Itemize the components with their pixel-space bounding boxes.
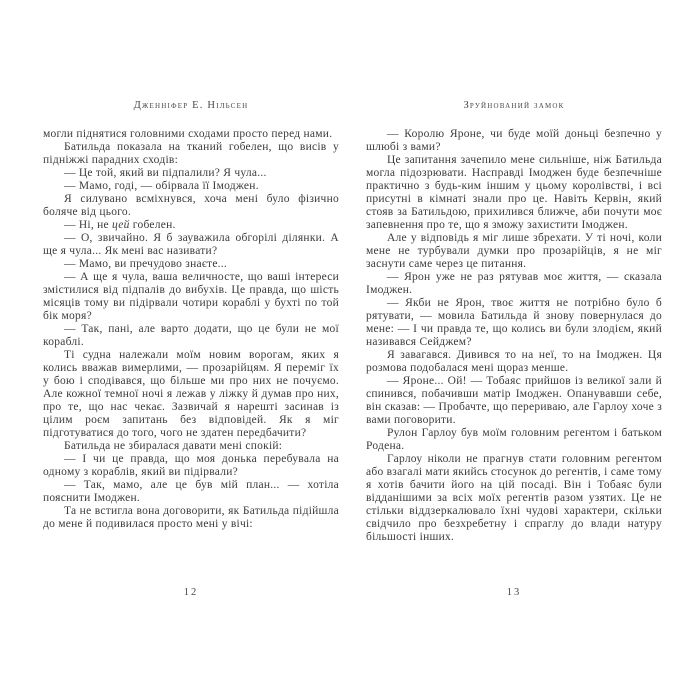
right-page xyxy=(366,100,662,598)
paragraph: — Ні, не цей гобелен. xyxy=(64,219,176,231)
paragraph: Батильда не збиралася давати мені спокій: xyxy=(64,440,283,452)
paragraph: Та не встигла вона договорити, як Батильда підійшла до мене й подивилася просто мені у вічі: xyxy=(43,505,339,530)
left-page-running-header: Дженніфер Е. Нільсен xyxy=(133,100,249,111)
right-page-text-body xyxy=(366,128,662,544)
left-page xyxy=(43,100,339,598)
left-page-number: 12 xyxy=(183,587,199,598)
paragraph: Я завагався. Дивився то на неї, то на Імоджен. Ця розмова подобалася мені щораз менше. xyxy=(366,349,662,374)
paragraph: — Мамо, годі, — обірвала її Імоджен. xyxy=(64,180,259,192)
paragraph: — Яроне... Ой! — Тобаяс прийшов із великої зали й спинився, побачивши матір Імоджен. Опанувавши себе, він сказав: — Пробачте, що перериваю, але Гарлоу хоче з вами поговорити. xyxy=(366,375,662,426)
paragraph: Це запитання зачепило мене сильніше, ніж Батильда могла підозрювати. Насправді Імоджен буде безпечніше практично з будь-ким іншим у цьому королівстві, і всі присутні в кімнаті знали про це. Навіть Кервін, який стояв за Батильдою, прихилився ближче, аби почути моє запевнення про те, що я зможу захистити Імоджен. xyxy=(366,154,662,231)
paragraph: Ті судна належали моїм новим ворогам, яких я колись вважав вимерлими, — прозарійцям. Я переміг їх у бою і сподівався, що більше ми про них не почуємо. Але кожної темної ночі я лежав у ліжку й думав про них, про те, що нас чекає. Зазвичай я нарешті засинав із цілим роєм запитань без відповідей. Як я міг підготуватися до того, чого не здатен передбачити? xyxy=(43,349,339,439)
paragraph: могли піднятися головними сходами просто перед нами. xyxy=(43,128,333,140)
paragraph: — Якби не Ярон, твоє життя не потрібно було б рятувати, — мовила Батильда й знову повернулася до мене: — І чи правда те, що колись ви були злодієм, який називався Сейджем? xyxy=(366,297,662,348)
paragraph: — Так, мамо, але це був мій план... — хотіла пояснити Імоджен. xyxy=(43,479,339,504)
paragraph: — І чи це правда, що моя донька перебувала на одному з кораблів, який ви підірвали? xyxy=(43,453,339,478)
paragraph: — Так, пані, але варто додати, що це були не мої кораблі. xyxy=(43,323,339,348)
left-page-text-body xyxy=(43,128,339,531)
paragraph: — О, звичайно. Я б зауважила обгорілі ділянки. А ще я чула... Як мені вас називати? xyxy=(43,232,339,257)
paragraph: — А ще я чула, ваша величносте, що ваші інтереси змістилися від підпалів до вибухів. Це правда, що шість місяців тому ви підірвали чотири кораблі у бухті по той бік моря? xyxy=(43,271,339,322)
paragraph: Гарлоу ніколи не прагнув стати головним регентом або взагалі мати якийсь стосунок до регентів, і саме тому я хотів бачити його на цій посаді. Він і Тобаяс були відданішими за всіх моїх регентів разом узятих. Це не стільки віддзеркалювало їхні чудові характери, скільки свідчило про безхребетну і спраглу до влади натуру більшості інших. xyxy=(366,453,662,543)
paragraph: — Ярон уже не раз рятував моє життя, — сказала Імоджен. xyxy=(366,271,662,296)
right-page-running-header: Зруйнований замок xyxy=(463,100,565,111)
paragraph: — Мамо, ви пречудово знаєте... xyxy=(64,258,228,270)
paragraph: — Це той, який ви підпалили? Я чула... xyxy=(64,167,267,179)
paragraph: Але у відповідь я міг лише збрехати. У ті ночі, коли мене не турбували думки про прозарійців, я не міг заснути саме через це питання. xyxy=(366,232,662,270)
paragraph: Рулон Гарлоу був моїм головним регентом і батьком Родена. xyxy=(366,427,662,452)
paragraph: Батильда показала на тканий гобелен, що висів у підніжжі парадних сходів: xyxy=(43,141,339,166)
right-page-number: 13 xyxy=(506,587,522,598)
paragraph: Я силувано всміхнувся, хоча мені було фізично боляче від цього. xyxy=(43,193,339,218)
paragraph: — Королю Яроне, чи буде моїй доньці безпечно у шлюбі з вами? xyxy=(366,128,662,153)
